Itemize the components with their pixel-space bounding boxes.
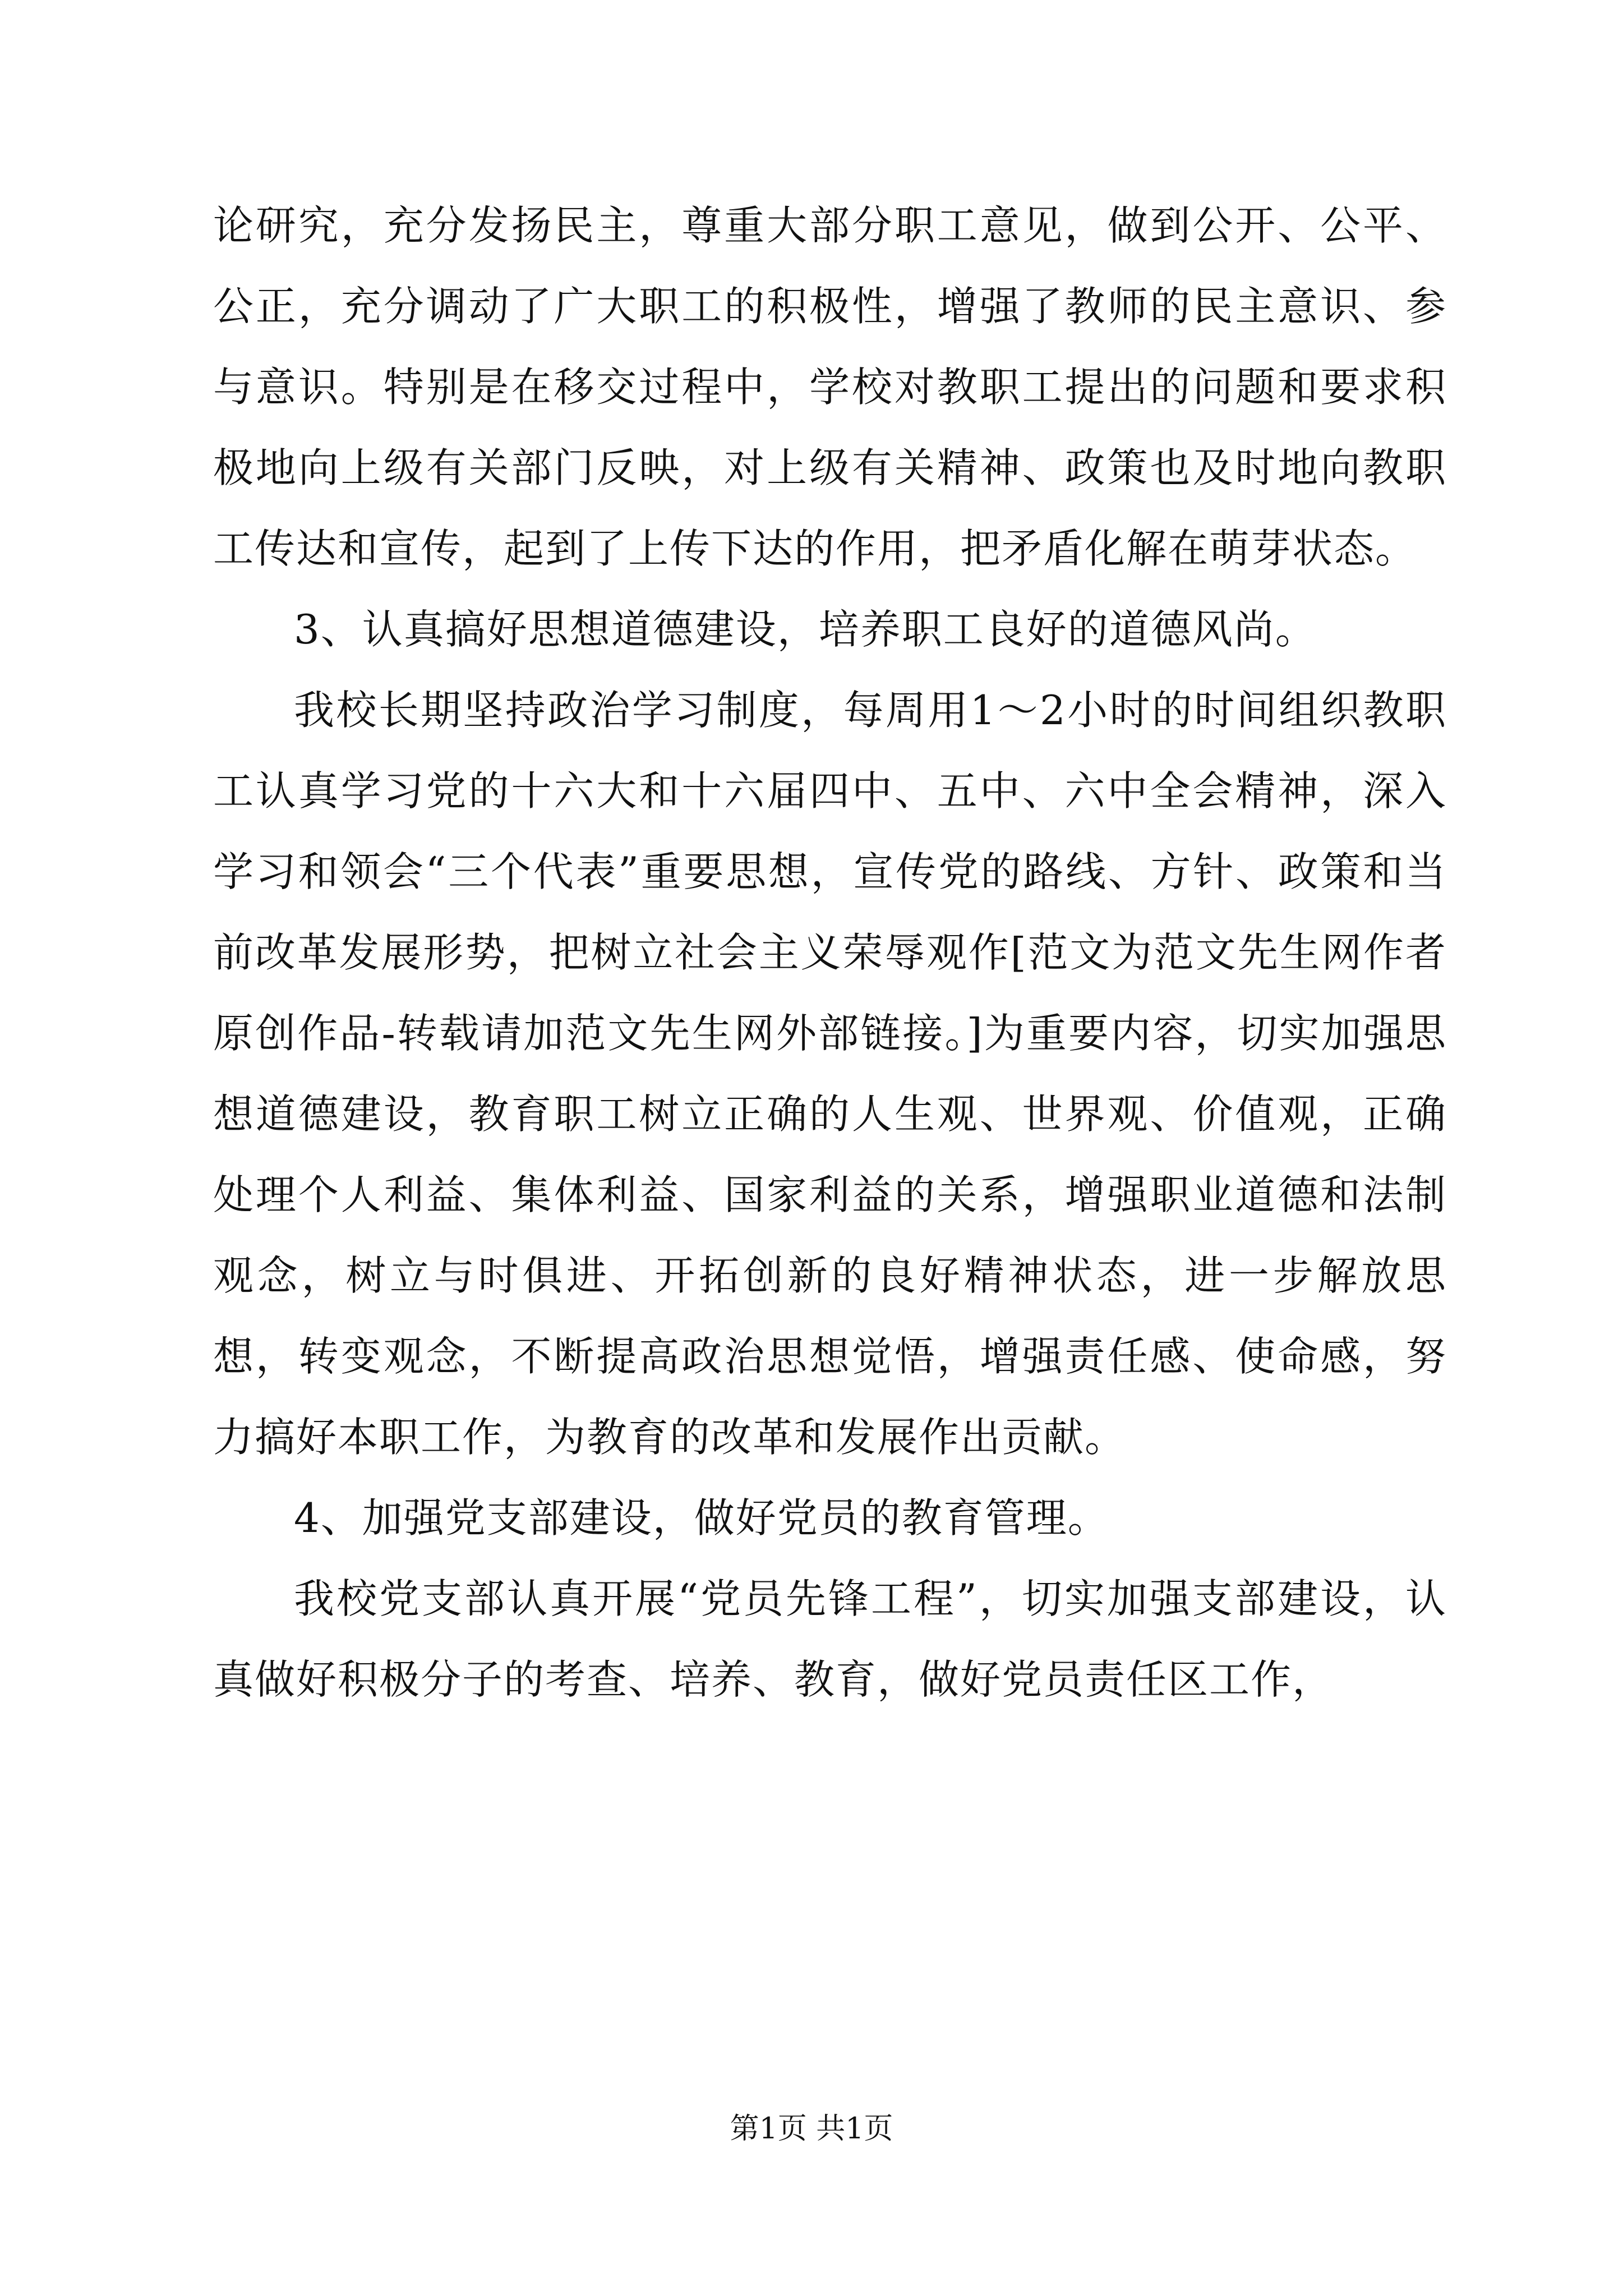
paragraph-continuation: 论研究，充分发扬民主，尊重大部分职工意见，做到公开、公平、公正，充分调动了广大职工的积极性，增强了教师的民主意识、参与意识。特别是在移交过程中，学校对教职工提出的问题和要求积极地向上级有关部门反映，对上级有关精神、政策也及时地向教职工传达和宣传，起到了上传下达的作用，把矛盾化解在萌芽状态。 (213, 202, 1447, 572)
paragraph-moral-education: 我校长期坚持政治学习制度，每周用1～2小时的时间组织教职工认真学习党的十六大和十六届四中、五中、六中全会精神，深入学习和领会“三个代表”重要思想，宣传党的路线、方针、政策和当前改革发展形势，把树立社会主义荣辱观作[范文为范文先生网作者原创作品-转载请加范文先生网外部链接。]为重要内容，切实加强思想道德建设，教育职工树立正确的人生观、世界观、价值观，正确处理个人利益、集体利益、国家利益的关系，增强职业道德和法制观念，树立与时俱进、开拓创新的良好精神状态，进一步解放思想，转变观念，不断提高政治思想觉悟，增强责任感、使命感，努力搞好本职工作，为教育的改革和发展作出贡献。 (213, 687, 1447, 1461)
section-heading-3: 3、认真搞好思想道德建设，培养职工良好的道德风尚。 (294, 606, 1317, 653)
document-body (213, 185, 1447, 1720)
section-heading-4: 4、加强党支部建设，做好党员的教育管理。 (294, 1494, 1109, 1542)
page-footer: 第1页 共1页 (730, 2112, 893, 2146)
paragraph-party-branch: 我校党支部认真开展“党员先锋工程”，切实加强支部建设，认真做好积极分子的考查、培养、教育，做好党员责任区工作， (213, 1575, 1447, 1703)
